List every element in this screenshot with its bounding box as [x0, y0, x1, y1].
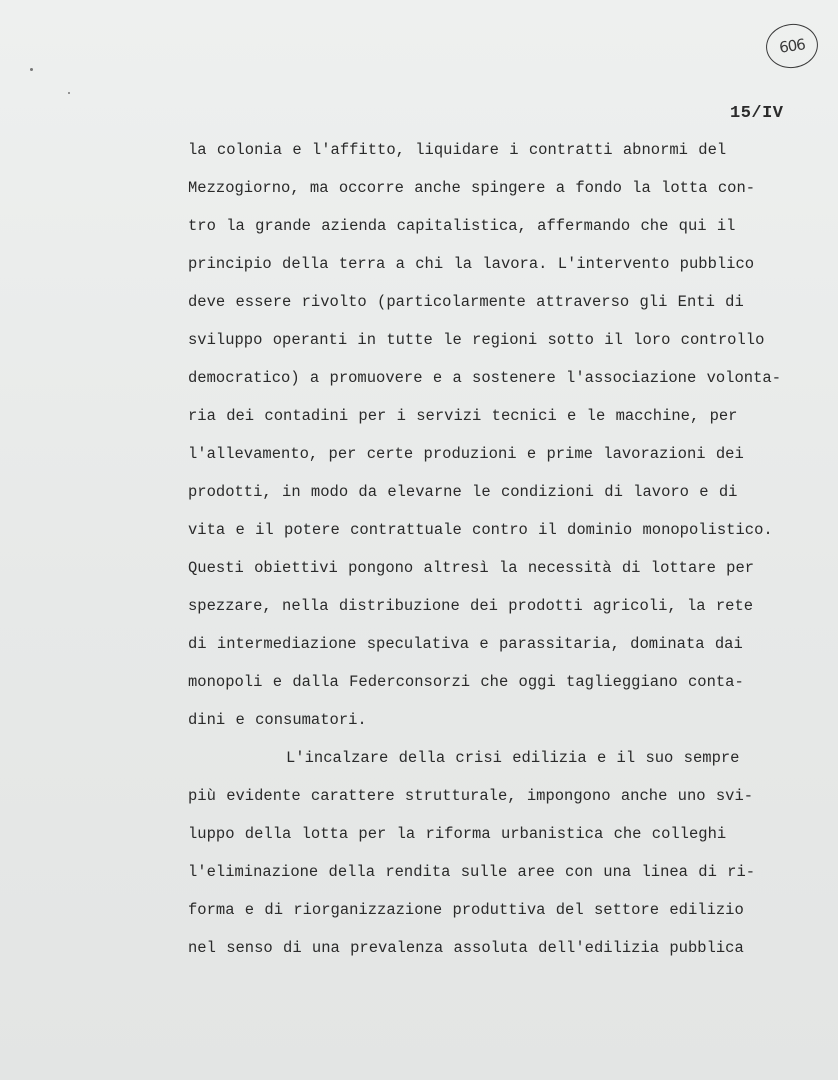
- text-line: democratico) a promuovere e a sostenere l'associazione volonta-: [188, 369, 781, 387]
- text-line: spezzare, nella distribuzione dei prodotti agricoli, la rete: [188, 597, 754, 615]
- text-line: monopoli e dalla Federconsorzi che oggi taglieggiano conta-: [188, 673, 744, 691]
- text-line: dini e consumatori.: [188, 711, 367, 729]
- text-line: principio della terra a chi la lavora. L'intervento pubblico: [188, 255, 755, 273]
- archive-stamp-number: 606: [778, 35, 806, 57]
- text-line: tro la grande azienda capitalistica, affermando che qui il: [188, 217, 736, 235]
- typed-body-text: [188, 136, 808, 972]
- paragraph-start-line: L'incalzare della crisi edilizia e il suo sempre: [286, 749, 740, 767]
- page-number: 15/IV: [730, 104, 784, 123]
- text-line: prodotti, in modo da elevarne le condizioni di lavoro e di: [188, 483, 738, 501]
- text-line: vita e il potere contrattuale contro il dominio monopolistico.: [188, 521, 773, 539]
- text-line: nel senso di una prevalenza assoluta dell'edilizia pubblica: [188, 939, 744, 957]
- text-line: deve essere rivolto (particolarmente attraverso gli Enti di: [188, 293, 744, 311]
- text-line: forma e di riorganizzazione produttiva del settore edilizio: [188, 901, 744, 919]
- text-line: Mezzogiorno, ma occorre anche spingere a fondo la lotta con-: [188, 179, 756, 197]
- paper-speck: [30, 68, 33, 71]
- text-line: luppo della lotta per la riforma urbanistica che colleghi: [188, 825, 727, 843]
- paper-speck: [68, 92, 70, 94]
- text-line: di intermediazione speculativa e parassitaria, dominata dai: [188, 635, 743, 653]
- text-line: l'eliminazione della rendita sulle aree con una linea di ri-: [188, 863, 756, 881]
- text-line: sviluppo operanti in tutte le regioni sotto il loro controllo: [188, 331, 765, 349]
- text-line: l'allevamento, per certe produzioni e prime lavorazioni dei: [188, 445, 744, 463]
- text-line: ria dei contadini per i servizi tecnici e le macchine, per: [188, 407, 738, 425]
- archive-stamp: [763, 21, 821, 72]
- text-line: Questi obiettivi pongono altresì la necessità di lottare per: [188, 559, 755, 577]
- text-line: la colonia e l'affitto, liquidare i contratti abnormi del: [188, 141, 727, 159]
- text-line: più evidente carattere strutturale, impongono anche uno svi-: [188, 787, 754, 805]
